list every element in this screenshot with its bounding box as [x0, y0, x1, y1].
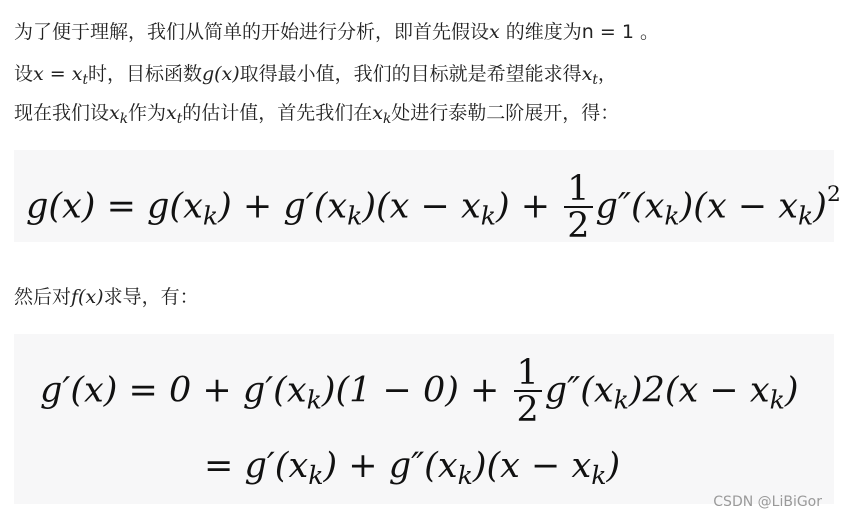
math-subscript: k [119, 110, 129, 127]
text-segment: 为了便于理解，我们从简单的开始进行分析，即首先假设 [14, 21, 490, 43]
text-segment: 作为 [128, 102, 167, 124]
text-segment: 处进行泰勒二阶展开，得： [391, 102, 620, 124]
eq-subscript: k [480, 201, 496, 231]
eq-subscript: k [613, 385, 629, 415]
math-variable: x [33, 63, 44, 85]
fraction-one-half [564, 169, 592, 246]
eq-part: g(x) = g(x [26, 186, 203, 227]
math-subscript: t [592, 71, 598, 88]
math-variable: x [109, 102, 120, 124]
equation-block-taylor [14, 150, 841, 246]
paragraph-taylor [14, 101, 619, 131]
math-function: f(x) [71, 286, 104, 308]
text-segment: 现在我们设 [14, 102, 110, 124]
eq-part: )(1 − 0) + [321, 370, 511, 411]
text-segment: 然后对 [14, 286, 72, 308]
math-variable: x [581, 63, 593, 85]
eq-part: ) + g″(x [323, 446, 458, 486]
math-subscript: t [82, 71, 88, 88]
equation-taylor-expansion [26, 169, 841, 246]
fraction-numerator: 1 [514, 356, 542, 392]
fraction-denominator: 2 [567, 206, 590, 246]
eq-part: ) + [496, 186, 562, 227]
text-segment: 设 [14, 63, 34, 85]
equation-derivative-line1 [40, 353, 799, 430]
equation-derivative-line2 [204, 446, 620, 496]
eq-subscript: k [769, 385, 785, 415]
watermark: CSDN @LiBiGor [713, 494, 822, 510]
eq-subscript: k [202, 201, 219, 231]
math-function: g(x) [201, 63, 240, 85]
eq-subscript: k [306, 385, 322, 415]
fraction-one-half [514, 353, 542, 430]
text-segment: 的维度为n = 1 。 [499, 21, 659, 43]
eq-part: g′(x) = 0 + g′(x [40, 370, 307, 411]
eq-part: )2(x − x [628, 370, 770, 411]
text-segment: 取得最小值，我们的目标就是希望能求得 [239, 63, 582, 85]
eq-subscript: k [308, 461, 324, 491]
math-subscript: t [176, 110, 183, 127]
eq-part: g″(x [544, 370, 614, 411]
equation-block-derivative [14, 334, 834, 504]
eq-part: )(x − x [362, 186, 481, 227]
eq-part: ) + g′(x [218, 186, 348, 227]
eq-part: = g′(x [204, 446, 309, 486]
math-variable: x [372, 102, 383, 124]
eq-subscript: k [664, 201, 680, 231]
eq-subscript: k [591, 461, 607, 491]
eq-exponent: 2 [826, 182, 841, 208]
text-segment: 时，目标函数 [87, 63, 202, 85]
math-variable: x [71, 63, 83, 85]
eq-subscript: k [347, 201, 363, 231]
eq-part: g″(x [595, 186, 665, 227]
text-segment: 求导，有： [103, 286, 199, 308]
eq-subscript: k [798, 201, 814, 231]
text-segment: 的估计值，首先我们在 [182, 102, 373, 124]
math-operator: = [43, 63, 72, 85]
paragraph-derivative [14, 285, 199, 309]
paragraph-goal [14, 62, 617, 92]
eq-part: ) [606, 446, 621, 486]
text-segment: ， [597, 63, 617, 85]
eq-part: ) [813, 186, 827, 227]
fraction-denominator: 2 [516, 390, 539, 430]
math-variable: x [166, 102, 177, 124]
fraction-numerator: 1 [564, 172, 592, 208]
eq-part: ) [784, 370, 799, 411]
eq-part: )(x − x [472, 446, 592, 486]
math-subscript: k [383, 110, 392, 127]
paragraph-intro [14, 20, 659, 44]
eq-part: )(x − x [679, 186, 799, 227]
eq-subscript: k [457, 461, 473, 491]
math-variable: x [489, 21, 500, 43]
